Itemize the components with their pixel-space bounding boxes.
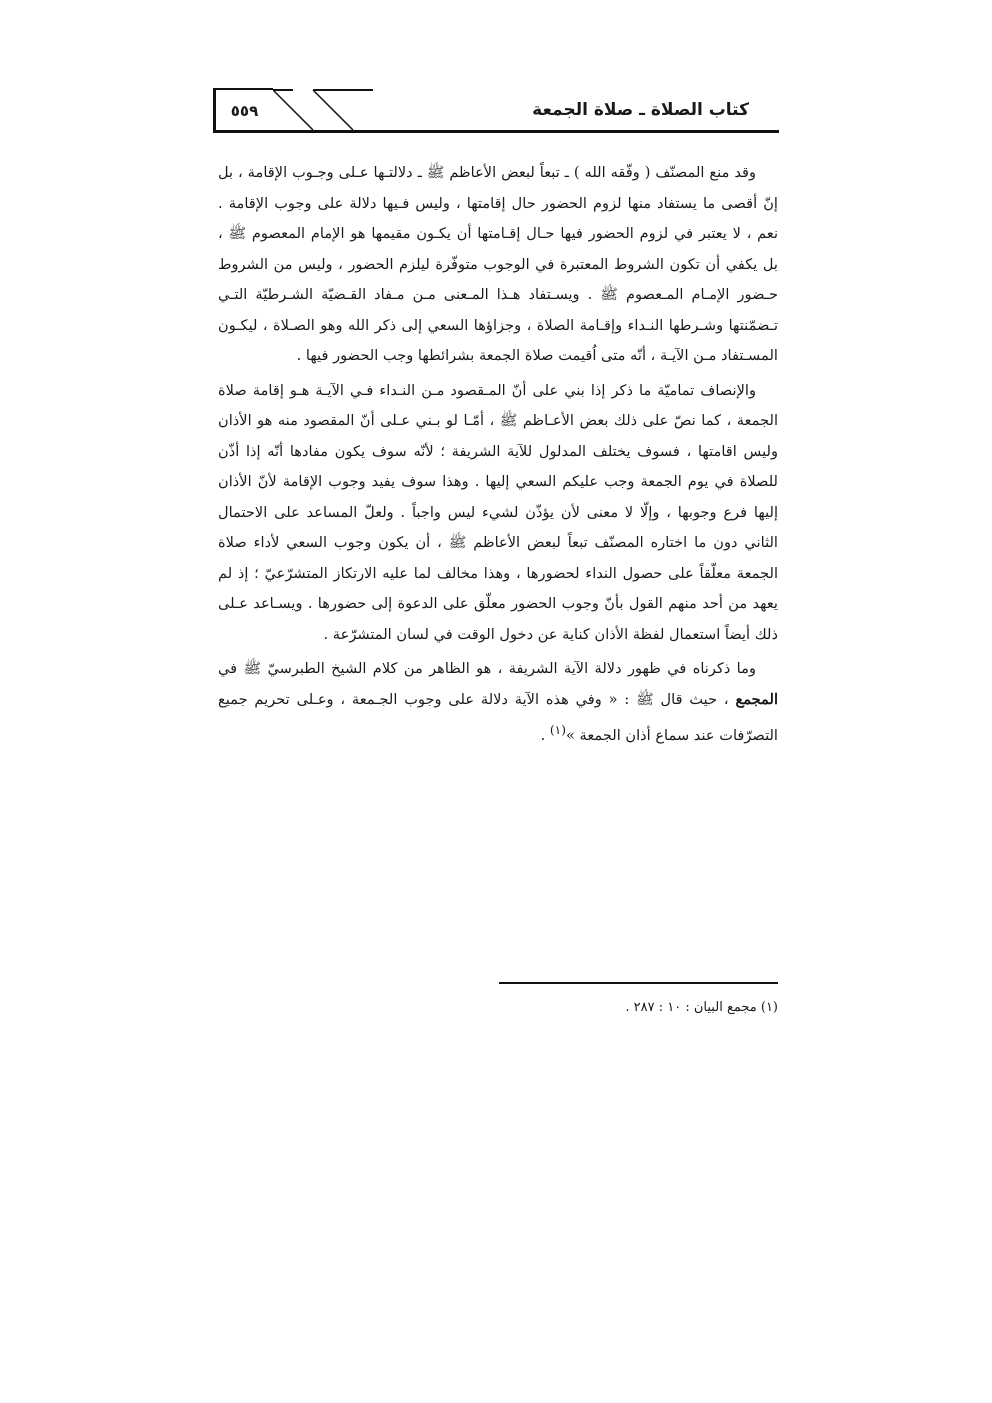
text-line: إقامة صلاة الجمعة ، كما نصّ على ذلك بعض الأعـاظم ﷺ ، أمّـا لو بـني عـلى أنّ [218, 381, 779, 429]
text-line: لشيء ليس واجباً . ولعلّ المساعد على الاحتمال الثاني دون ما اختاره المصنّف تبعاً [218, 503, 778, 551]
text-line: لبعض الأعاظم ﷺ ، أن يكون وجوب السعي لأداء صلاة الجمعة معلّقاً على حصول [218, 534, 779, 582]
paragraph-1 [218, 158, 778, 372]
text-line: المقصود منه هو الأذان وليس اقامتها ، فسوف يختلف المدلول للآية الشريفة ؛ لأنّه [218, 412, 779, 460]
text-line: تحريم جميع التصرّفات عند سماع أذان الجمعة » [218, 690, 778, 744]
text-line: الصلاة ، وجزاؤها السعي إلى ذكر الله وهو الصـلاة ، ليكـون المسـتفاد مـن الآيـة ، [218, 316, 778, 364]
text-line: الإقامة ، بل إنّ أقصى ما يستفاد منها لزوم الحضور حال إقامتها ، وليس فـيها دلالة [218, 164, 778, 212]
text-line: والإنصاف تماميّة ما ذكر إذا بني على أنّ المـقصود مـن النـداء فـي الآيـة هـو [289, 381, 756, 399]
text-line: ذلك أيضاً استعمال لفظة الأذان كناية عن دخول الوقت في لسان المتشرّعة . [323, 625, 778, 643]
text-line: أنّه متى اُقيمت صلاة الجمعة بشرائطها وجب الحضور فيها . [296, 347, 647, 364]
footnote: (١) مجمع البيان : ١٠ : ٢٨٧ . [625, 1000, 778, 1015]
book-title-bold: المجمع [735, 690, 779, 708]
text-line: وهذا سوف يفيد وجوب الإقامة لأنّ الأذان إليها فرع وجوبها ، وإلّا لا معنى لأن يؤذّن [218, 473, 779, 521]
text-line: . [540, 726, 550, 744]
text-line: منهم القول بأنّ وجوب الحضور معلّق على الدعوة إلى حضورها . ويسـاعد عـلى [218, 595, 697, 612]
text-line: على وجوب الإقامة . نعم ، لا يعتبر في لزوم الحضور فيها حـال إقـامتها أن يكـون [218, 194, 778, 242]
header-rule [213, 130, 779, 133]
page-number: ٥٥٩ [230, 102, 259, 120]
page-header [213, 88, 779, 132]
text-line: وما ذكرناه في ظهور دلالة الآية الشريفة ، هو الظاهر من كلام الشيخ الطبرسيّ ﷺ [243, 660, 756, 677]
text-line: وقد منع المصنّف ( وفّقه الله ) ـ تبعاً لبعض الأعاظم ﷺ ـ دلالتـها عـلى وجـوب [292, 164, 757, 181]
text-line: مقيمها هو الإمام المعصوم ﷺ ، بل يكفي أن تكون الشروط المعتبرة في الوجوب [218, 225, 778, 273]
text-line: في [218, 660, 238, 677]
text-line: ، حيث قال ﷺ : « وفي هذه الآية دلالة على وجوب الجـمعة ، وعـلى [296, 690, 736, 708]
chapter-title: كتاب الصلاة ـ صلاة الجمعة [532, 100, 749, 120]
paragraph-2 [218, 376, 778, 651]
text-line: متوفّرة ليلزم الحضور ، وليس من الشروط حـضور الإمـام المـعصوم ﷺ . ويسـتفاد [218, 255, 779, 303]
page-number-box [213, 88, 273, 132]
body-text [218, 158, 778, 755]
text-line: النداء لحضورها ، وهذا مخالف لما عليه الارتكاز المتشرّعيّ ؛ إذ لم يعهد من أحد [218, 564, 778, 612]
footnote-separator [499, 982, 778, 984]
paragraph-3 [218, 654, 778, 751]
text-line: هـذا المـعنى مـن مـفاد القـضيّة الشـرطيّة التـي تـضمّنتها وشـرطها النـداء وإقـامة [218, 286, 779, 334]
footnote-ref[interactable]: (١) [549, 723, 566, 737]
text-line: سوف يكون مفادها أنّه إذا أذّن للصلاة في يوم الجمعة وجب عليكم السعي إليها . [218, 442, 778, 490]
header-divider-ornament [273, 88, 373, 132]
